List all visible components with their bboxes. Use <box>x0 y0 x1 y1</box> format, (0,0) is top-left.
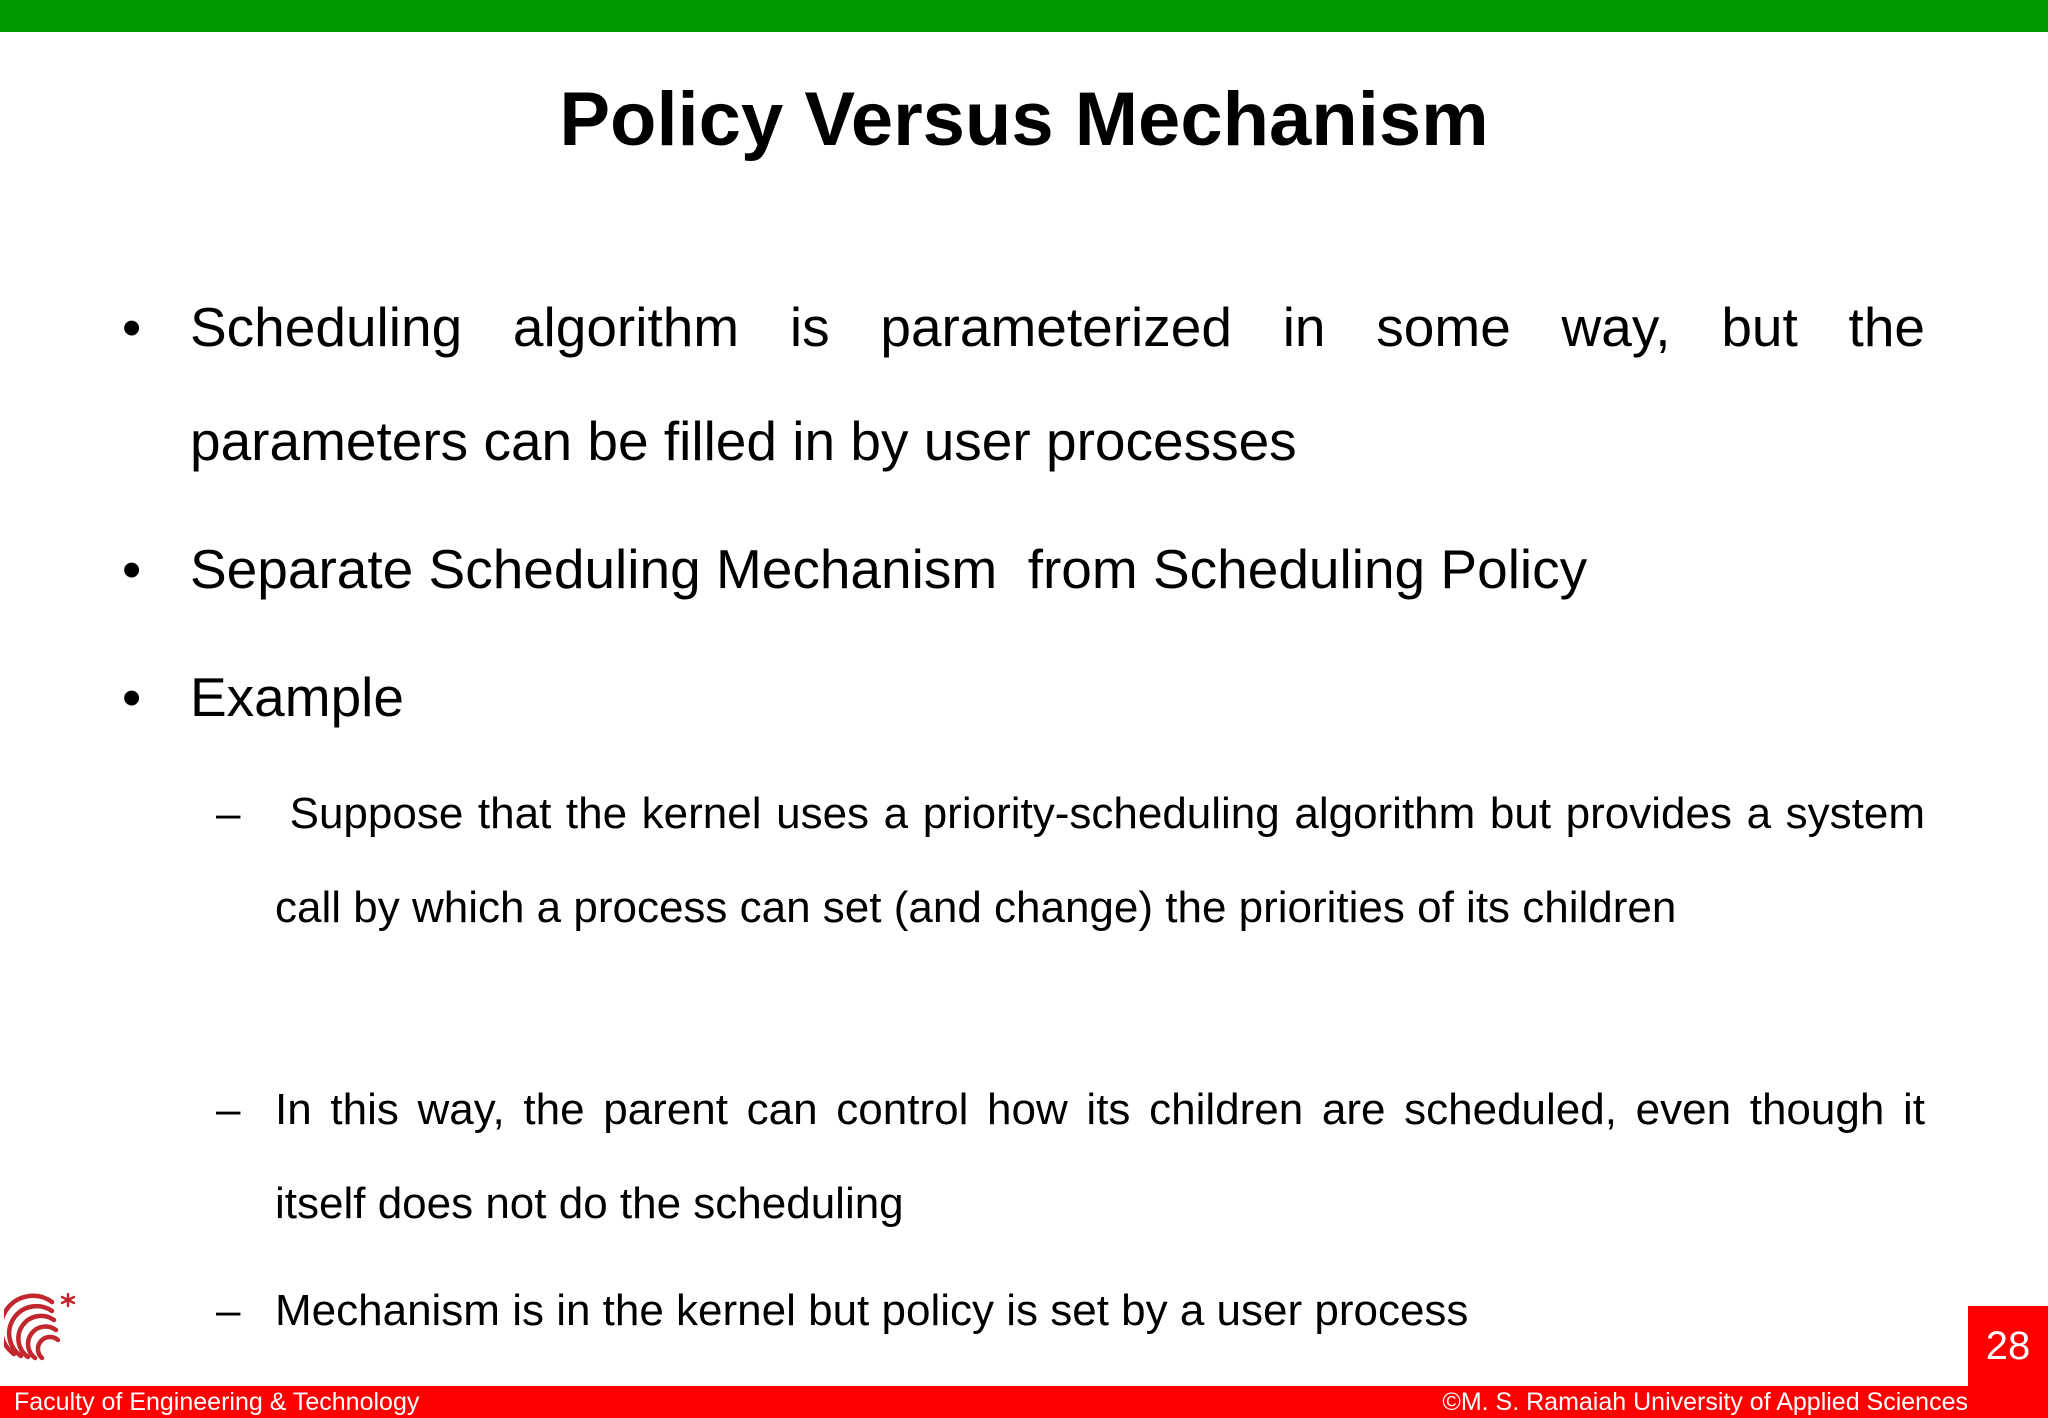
sub-bullet-item <box>216 767 1938 1049</box>
sub-bullet-text: Suppose that the kernel uses a priority-scheduling algorithm but provides a system call by which a process can set (and change) the priorities of its children <box>275 789 1938 932</box>
bullet-item <box>122 640 1925 754</box>
bullet-text: Scheduling algorithm is parameterized in some way, but the parameters can be filled in by user processes <box>190 296 1925 472</box>
sub-bullet-item <box>216 1264 1925 1358</box>
sub-bullet-marker: – <box>216 789 241 838</box>
bullet-text: Example <box>190 666 404 728</box>
footer-faculty: Faculty of Engineering & Technology <box>14 1388 420 1416</box>
footer-bar <box>0 1386 2048 1418</box>
bullet-item <box>122 270 1925 498</box>
sub-bullet-marker: – <box>216 1085 241 1134</box>
bullet-marker: • <box>122 538 142 600</box>
slide-title: Policy Versus Mechanism <box>559 77 1489 162</box>
bullet-marker: • <box>122 296 142 358</box>
slide-number: 28 <box>1968 1306 2048 1386</box>
footer-copyright: ©M. S. Ramaiah University of Applied Sciences <box>1442 1388 1968 1416</box>
bullet-item <box>122 512 1925 626</box>
university-logo-icon <box>4 1290 80 1366</box>
top-accent-bar <box>0 0 2048 32</box>
bullet-marker: • <box>122 666 142 728</box>
sub-bullet-marker: – <box>216 1286 241 1335</box>
sub-bullet-text: Mechanism is in the kernel but policy is set by a user process <box>275 1286 1469 1335</box>
sub-bullet-item <box>216 1063 1925 1251</box>
bullet-text: Separate Scheduling Mechanism from Scheduling Policy <box>190 538 1588 600</box>
sub-bullet-text: In this way, the parent can control how its children are scheduled, even though it itself does not do the scheduling <box>275 1085 1925 1228</box>
